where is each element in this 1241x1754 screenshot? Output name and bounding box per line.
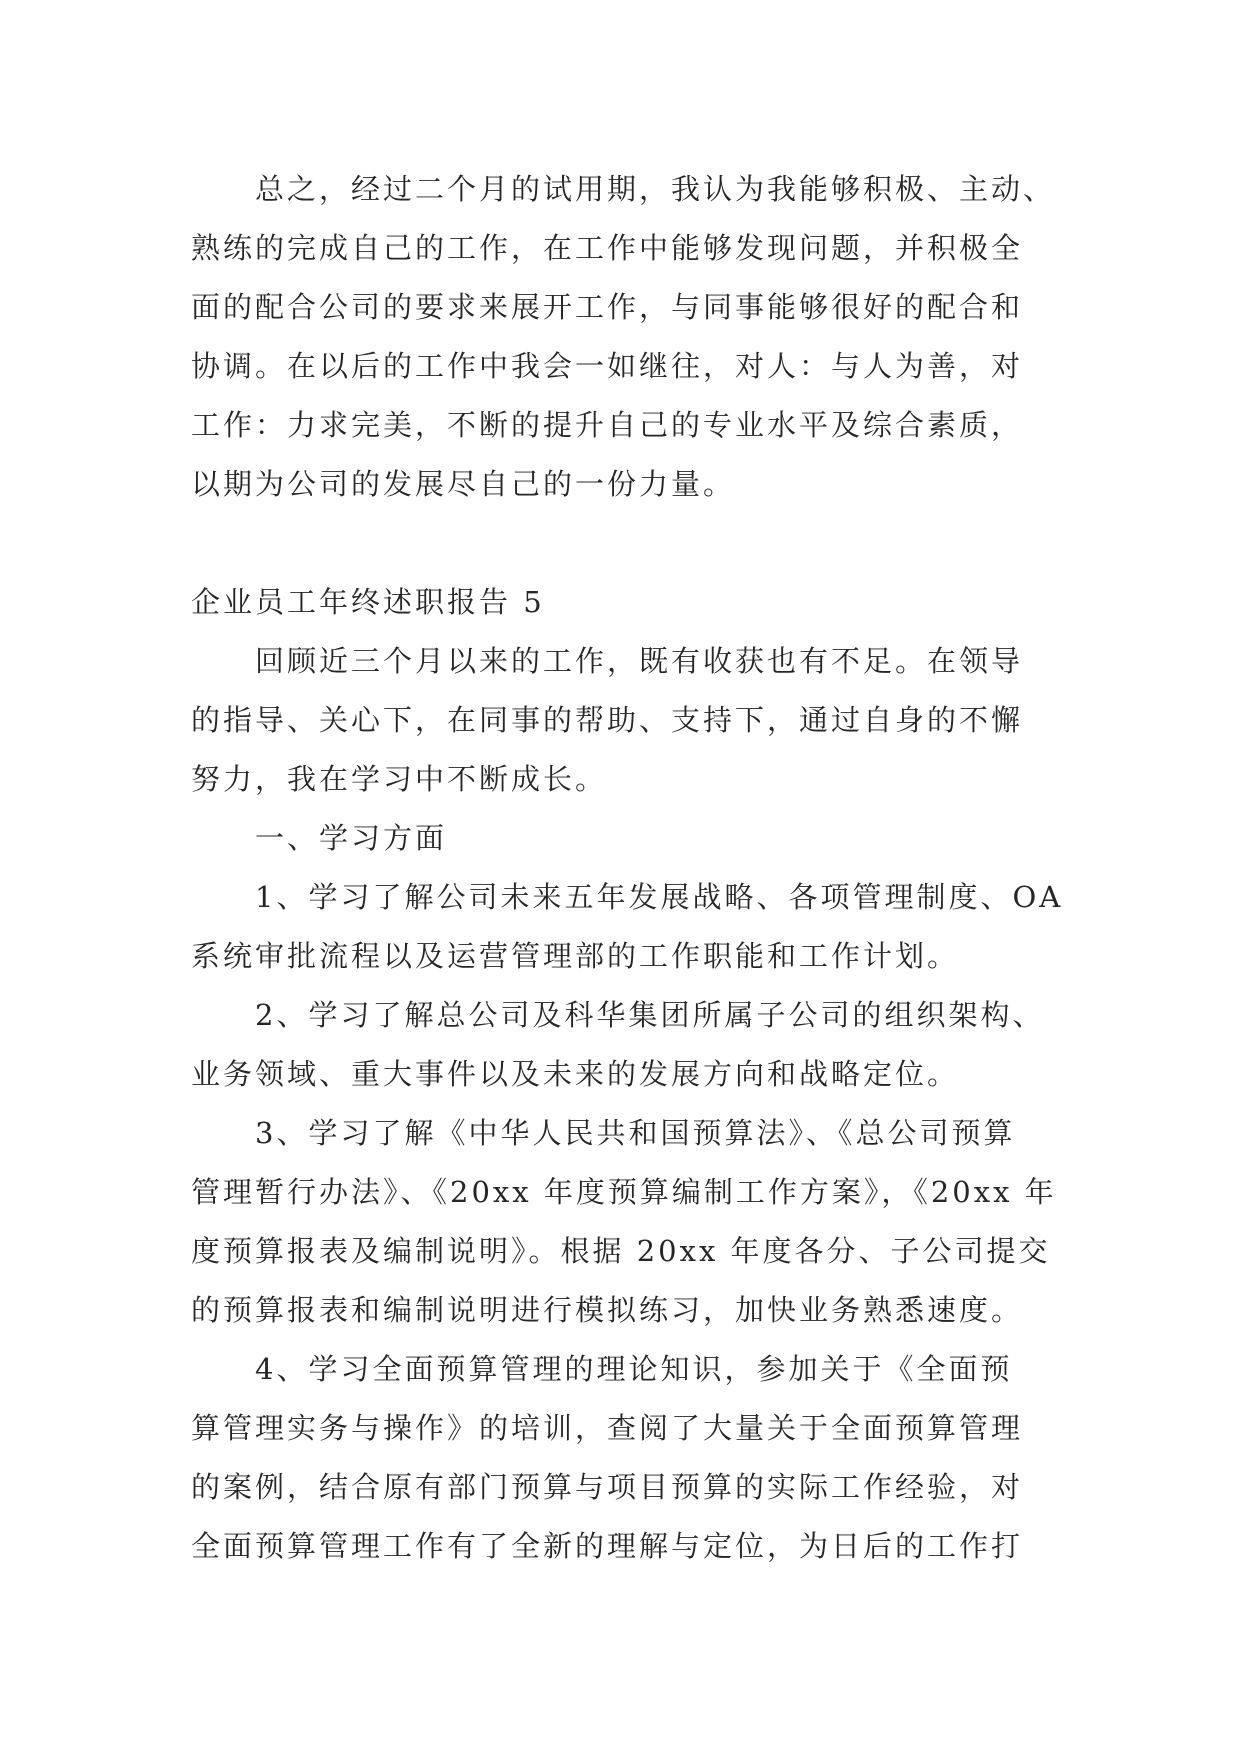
list-item-4 [191,1340,1071,1576]
section-title: 企业员工年终述职报告 5 [191,585,545,619]
text-line: 业务领域、重大事件以及未来的发展方向和战略定位。 [191,1057,960,1091]
list-item-3 [191,1104,1071,1340]
text-line: 总之，经过二个月的试用期，我认为我能够积极、主动、 [255,172,1056,206]
heading-study: 一、学习方面 [255,821,448,855]
paragraph-summary [191,160,1071,514]
text-line: 协调。在以后的工作中我会一如继往，对人：与人为善，对 [191,349,1024,383]
document-body [191,160,1071,1576]
text-line: 全面预算管理工作有了全新的理解与定位，为日后的工作打 [191,1529,1024,1563]
text-line: 算管理实务与操作》的培训，查阅了大量关于全面预算管理 [191,1411,1024,1445]
text-line: 系统审批流程以及运营管理部的工作职能和工作计划。 [191,939,960,973]
text-line: 4、学习全面预算管理的理论知识，参加关于《全面预 [255,1352,1013,1386]
text-line: 管理暂行办法》、《20xx 年度预算编制工作方案》，《20xx 年 [191,1175,1057,1209]
text-line: 回顾近三个月以来的工作，既有收获也有不足。在领导 [255,644,1024,678]
paragraph-review [191,632,1071,809]
text-line: 的预算报表和编制说明进行模拟练习，加快业务熟悉速度。 [191,1293,1024,1327]
text-line: 3、学习了解《中华人民共和国预算法》、《总公司预算 [255,1116,1016,1150]
text-line: 面的配合公司的要求来展开工作，与同事能够很好的配合和 [191,290,1024,324]
list-item-2 [191,986,1071,1104]
text-line: 工作：力求完美，不断的提升自己的专业水平及综合素质， [191,408,1024,442]
text-line: 度预算报表及编制说明》。根据 20xx 年度各分、子公司提交 [191,1234,1051,1268]
paragraph-spacer [191,514,1071,573]
text-line: 的指导、关心下，在同事的帮助、支持下，通过自身的不懈 [191,703,1024,737]
list-item-1 [191,868,1071,986]
text-line: 熟练的完成自己的工作，在工作中能够发现问题，并积极全 [191,231,1024,265]
text-line: 努力，我在学习中不断成长。 [191,762,608,796]
text-line: 以期为公司的发展尽自己的一份力量。 [191,467,736,501]
text-line: 2、学习了解总公司及科华集团所属子公司的组织架构、 [255,998,1045,1032]
text-line: 1、学习了解公司未来五年发展战略、各项管理制度、OA [255,880,1064,914]
text-line: 的案例，结合原有部门预算与项目预算的实际工作经验，对 [191,1470,1024,1504]
